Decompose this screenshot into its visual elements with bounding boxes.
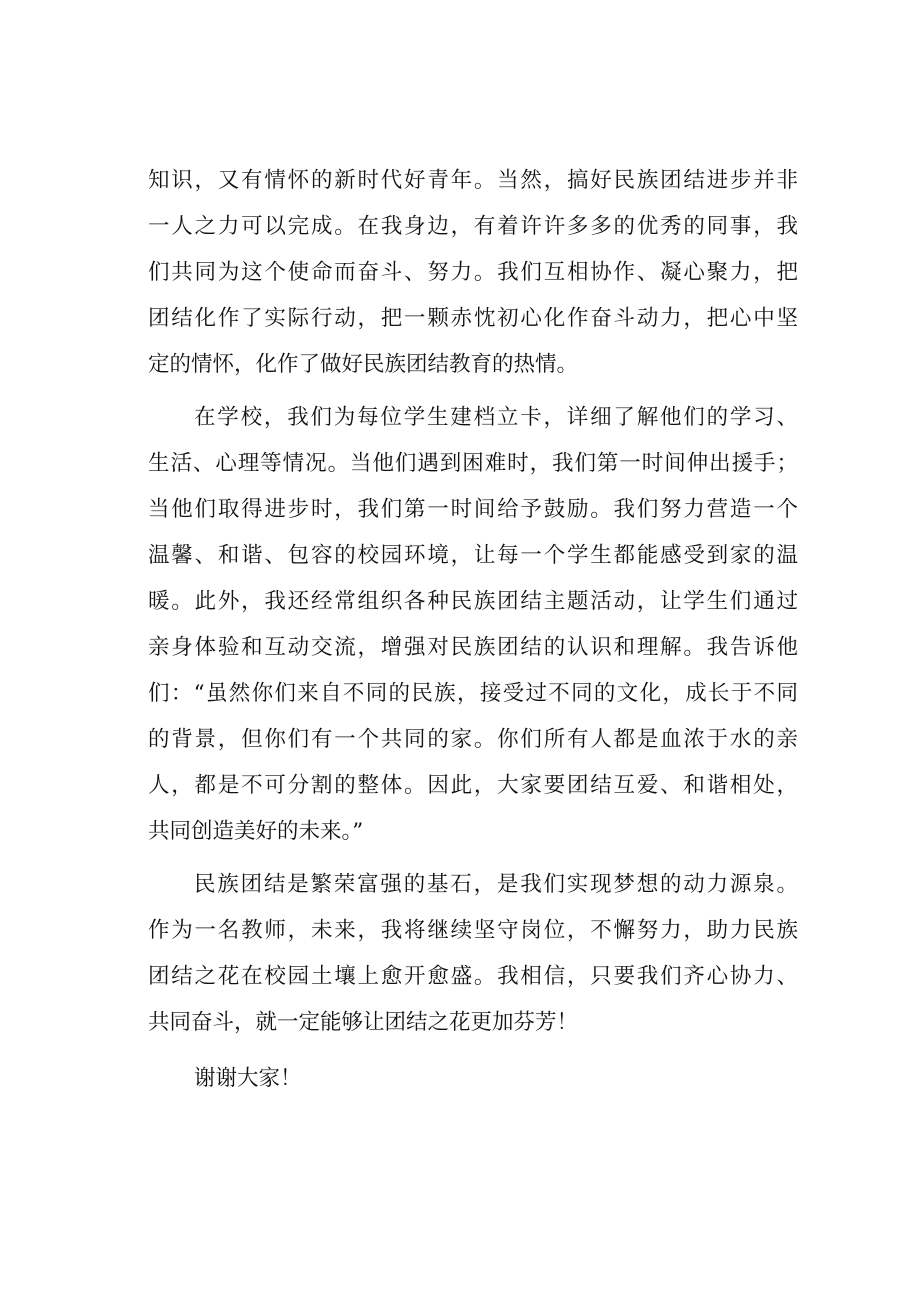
text-line: 团结化作了实际行动，把一颗赤忱初心化作奋斗动力，把心中坚 bbox=[148, 306, 798, 331]
text-line: 民族团结是繁荣富强的基石，是我们实现梦想的动力源泉。 bbox=[194, 872, 798, 897]
paragraph-1 bbox=[148, 158, 798, 388]
text-line: 在学校，我们为每位学生建档立卡，详细了解他们的学习、 bbox=[194, 405, 798, 430]
text-line: 当他们取得进步时，我们第一时间给予鼓励。我们努力营造一个 bbox=[148, 497, 798, 522]
text-line: 共同创造美好的未来。” bbox=[148, 819, 364, 844]
text-line: 暖。此外，我还经常组织各种民族团结主题活动，让学生们通过 bbox=[148, 589, 798, 614]
text-line: 温馨、和谐、包容的校园环境，让每一个学生都能感受到家的温 bbox=[148, 543, 798, 568]
text-line: 人，都是不可分割的整体。因此，大家要团结互爱、和谐相处， bbox=[148, 773, 798, 798]
paragraph-gap bbox=[148, 388, 798, 395]
paragraph-gap bbox=[148, 855, 798, 862]
text-line: 定的情怀，化作了做好民族团结教育的热情。 bbox=[148, 352, 579, 377]
text-line: 一人之力可以完成。在我身边，有着许许多多的优秀的同事，我 bbox=[148, 214, 798, 239]
text-line: 作为一名教师，未来，我将继续坚守岗位，不懈努力，助力民族 bbox=[148, 918, 798, 943]
text-line: 团结之花在校园土壤上愈开愈盛。我相信，只要我们齐心协力、 bbox=[148, 964, 798, 989]
speech-body bbox=[148, 158, 798, 1102]
text-line: 亲身体验和互动交流，增强对民族团结的认识和理解。我告诉他 bbox=[148, 635, 798, 660]
text-line: 共同奋斗，就一定能够让团结之花更加芬芳！ bbox=[148, 1010, 579, 1035]
text-line: 生活、心理等情况。当他们遇到困难时，我们第一时间伸出援手； bbox=[148, 451, 798, 476]
text-line: 们：“虽然你们来自不同的民族，接受过不同的文化，成长于不同 bbox=[148, 681, 798, 706]
paragraph-4 bbox=[148, 1056, 798, 1102]
paragraph-2 bbox=[148, 395, 798, 855]
closing-line: 谢谢大家！ bbox=[194, 1066, 302, 1091]
paragraph-3 bbox=[148, 862, 798, 1046]
text-line: 们共同为这个使命而奋斗、努力。我们互相协作、凝心聚力，把 bbox=[148, 260, 798, 285]
text-line: 知识，又有情怀的新时代好青年。当然，搞好民族团结进步并非 bbox=[148, 168, 798, 193]
paragraph-gap bbox=[148, 1046, 798, 1056]
text-line: 的背景，但你们有一个共同的家。你们所有人都是血浓于水的亲 bbox=[148, 727, 798, 752]
